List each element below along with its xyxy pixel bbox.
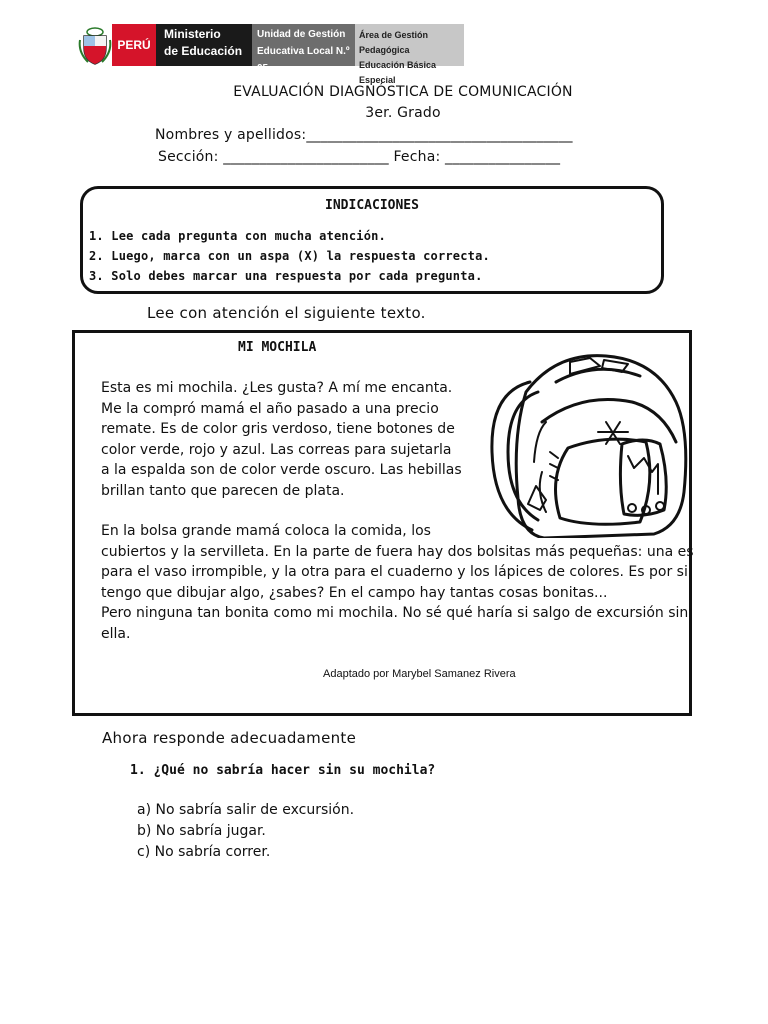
area-label [355,24,464,85]
indication-item: 2. Luego, marca con un aspa (X) la respuesta correcta. [89,249,490,263]
reading-line: Pero ninguna tan bonita como mi mochila. No sé qué haría si salgo de excursión sin [101,605,689,621]
section-date-field[interactable]: Sección: _______________________ Fecha: ________________ [158,149,561,165]
question-1: 1. ¿Qué no sabría hacer sin su mochila? [130,763,436,778]
reading-instruction: Lee con atención el siguiente texto. [147,304,426,322]
reading-line: Me la compró mamá el año pasado a una precio [101,401,439,417]
ministry-line1: Ministerio [164,27,221,41]
ministry-label [156,24,252,66]
exam-grade: 3er. Grado [365,105,441,121]
names-field[interactable]: Nombres y apellidos:_____________________________________ [155,127,573,143]
answer-option-a[interactable]: a) No sabría salir de excursión. [137,802,355,818]
reading-line: para el vaso irrompible, y la otra para el cuaderno y los lápices de colores. Es por si [101,564,688,580]
ugel-label [252,24,355,74]
area-line2: Educación Básica Especial [359,60,437,85]
ugel-line2: Educativa Local N.º 05 [257,46,350,74]
reading-line: ella. [101,626,131,642]
indications-title: INDICACIONES [325,198,419,213]
reading-line: tengo que dibujar algo, ¿sabes? En el campo hay tantas cosas bonitas... [101,585,608,601]
indication-item: 3. Solo debes marcar una respuesta por cada pregunta. [89,269,483,283]
reading-title: MI MOCHILA [238,340,317,355]
reading-attribution: Adaptado por Marybel Samanez Rivera [323,668,516,680]
reading-line: remate. Es de color gris verdoso, tiene botones de [101,421,455,437]
answer-option-b[interactable]: b) No sabría jugar. [137,823,266,839]
exam-title: EVALUACIÓN DIAGNÓSTICA DE COMUNICACIÓN [233,84,573,100]
ministry-line2: de Educación [164,44,243,58]
reading-line: cubiertos y la servilleta. En la parte de fuera hay dos bolsitas más pequeñas: una es [101,544,694,560]
indication-item: 1. Lee cada pregunta con mucha atención. [89,229,386,243]
reading-line: brillan tanto que parecen de plata. [101,483,345,499]
questions-heading: Ahora responde adecuadamente [102,729,357,747]
backpack-illustration [486,352,690,538]
peru-coat-of-arms-logo [78,26,112,66]
ugel-line1: Unidad de Gestión [257,29,346,40]
reading-line: color verde, rojo y azul. Las correas para sujetarla [101,442,452,458]
area-line1: Área de Gestión Pedagógica [359,30,429,55]
reading-line: a la espalda son de color verde oscuro. Las hebillas [101,462,462,478]
peru-label: PERÚ [112,24,156,66]
reading-line: En la bolsa grande mamá coloca la comida, los [101,523,431,539]
reading-line: Esta es mi mochila. ¿Les gusta? A mí me encanta. [101,380,453,396]
answer-option-c[interactable]: c) No sabría correr. [137,844,271,860]
